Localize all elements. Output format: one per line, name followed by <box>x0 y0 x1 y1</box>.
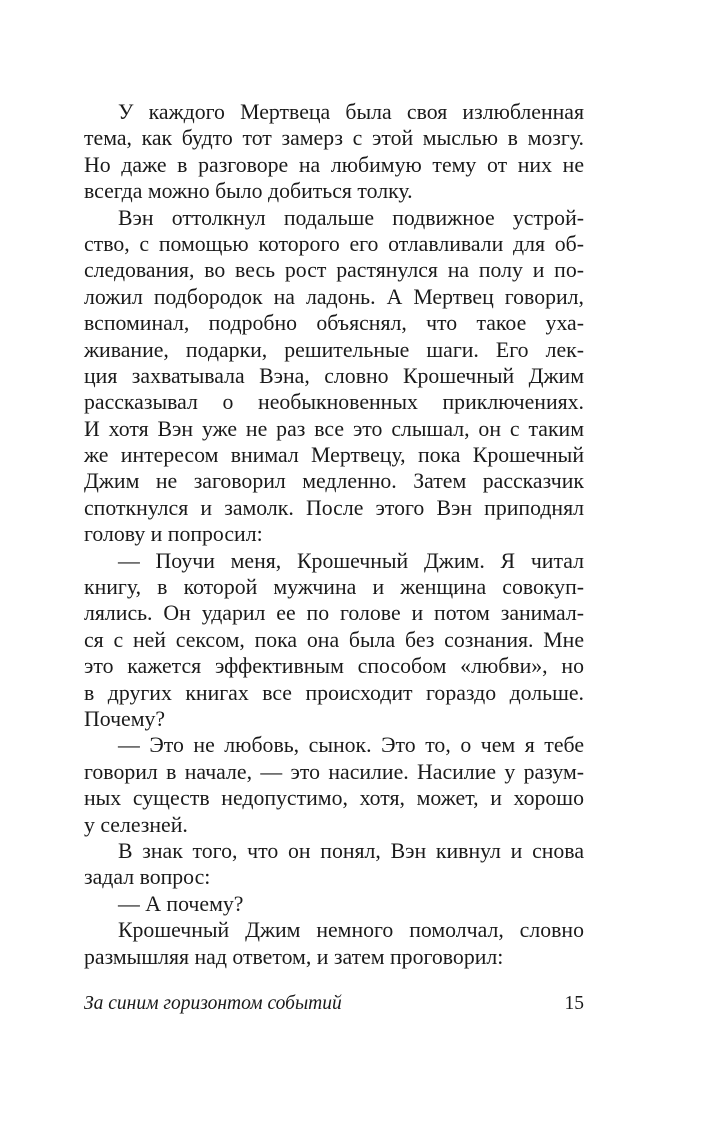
running-footer-title: За синим горизонтом событий <box>84 993 342 1014</box>
text-line: всегда можно было добиться толку. <box>84 179 413 204</box>
page-footer <box>84 991 584 1017</box>
text-line: ся с ней сексом, пока она была без сознания. Мне <box>84 627 584 652</box>
text-line: — Это не любовь, сынок. Это то, о чем я тебе <box>118 733 584 758</box>
text-line: книгу, в которой мужчина и женщина совокуп- <box>84 575 584 600</box>
text-line: В знак того, что он понял, Вэн кивнул и снова <box>118 838 584 863</box>
text-line: задал вопрос: <box>84 865 211 890</box>
body-text <box>84 99 584 970</box>
text-line: ложил подбородок на ладонь. А Мертвец говорил, <box>84 284 584 309</box>
text-line: рассказывал о необыкновенных приключениях. <box>84 390 584 415</box>
text-line: ных существ недопустимо, хотя, может, и хорошо <box>84 786 584 811</box>
text-line: ция захватывала Вэна, словно Крошечный Джим <box>84 363 584 388</box>
text-line: И хотя Вэн уже не раз все это слышал, он с таким <box>84 416 584 441</box>
text-line: размышляя над ответом, и затем проговорил: <box>84 944 504 969</box>
text-line: лялись. Он ударил ее по голове и потом занимал- <box>84 601 584 626</box>
text-line: же интересом внимал Мертвецу, пока Крошечный <box>84 443 584 468</box>
text-line: в других книгах все происходит гораздо дольше. <box>84 680 584 705</box>
text-line: говорил в начале, — это насилие. Насилие у разум- <box>84 759 584 784</box>
text-line: голову и попросил: <box>84 522 263 547</box>
text-line: вспоминал, подробно объяснял, что такое уха- <box>84 311 584 336</box>
text-line: У каждого Мертвеца была своя излюбленная <box>118 100 584 124</box>
text-line: Джим не заговорил медленно. Затем рассказчик <box>84 469 584 494</box>
text-line: споткнулся и замолк. После этого Вэн приподнял <box>84 495 584 520</box>
text-line: Почему? <box>84 706 166 731</box>
text-line: у селезней. <box>84 812 188 837</box>
text-line: — А почему? <box>118 891 244 916</box>
text-line: ство, с помощью которого его отлавливали для об- <box>84 231 584 256</box>
text-line: это кажется эффективным способом «любви», но <box>84 654 584 679</box>
text-line: — Поучи меня, Крошечный Джим. Я читал <box>118 548 584 573</box>
text-line: Крошечный Джим немного помолчал, словно <box>118 918 584 943</box>
text-line: Вэн оттолкнул подальше подвижное устрой- <box>118 205 584 230</box>
text-line: тема, как будто тот замерз с этой мыслью в мозгу. <box>84 126 584 151</box>
text-line: следования, во весь рост растянулся на полу и по- <box>84 258 584 283</box>
text-line: Но даже в разговоре на любимую тему от них не <box>84 152 584 177</box>
page-number: 15 <box>564 993 584 1014</box>
text-line: живание, подарки, решительные шаги. Его лек- <box>84 337 584 362</box>
